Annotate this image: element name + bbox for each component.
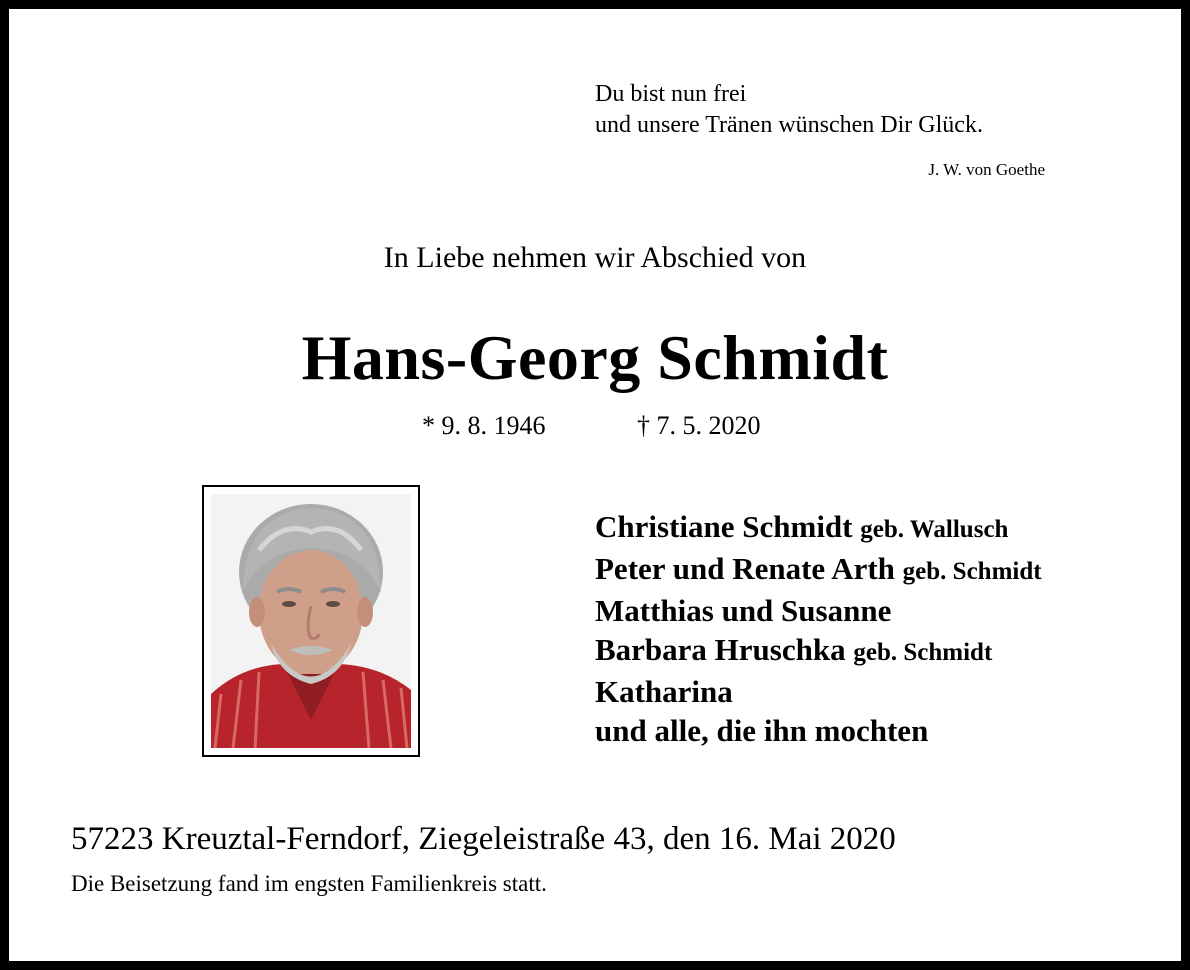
quote-block	[595, 79, 1045, 179]
birth-date: * 9. 8. 1946	[422, 411, 546, 440]
mourner-name-4: Barbara Hruschka	[595, 632, 846, 667]
quote-line-2: und unsere Tränen wünschen Dir Glück.	[595, 112, 983, 138]
mourner-note-1: geb. Wallusch	[860, 516, 1009, 543]
obituary-card	[9, 9, 1181, 961]
place-and-date: 57223 Kreuztal-Ferndorf, Ziegeleistraße 43, den 16. Mai 2020	[71, 821, 896, 857]
death-date: † 7. 5. 2020	[637, 411, 761, 440]
quote-author: J. W. von Goethe	[928, 160, 1045, 179]
intro-text: In Liebe nehmen wir Abschied von	[383, 241, 807, 274]
mourner-line-6	[595, 711, 1042, 750]
mourner-note-2: geb. Schmidt	[902, 558, 1042, 585]
mourner-line-1	[595, 507, 1042, 549]
mourner-line-2	[595, 549, 1042, 591]
mourner-line-3	[595, 591, 1042, 630]
deceased-name: Hans-Georg Schmidt	[301, 322, 889, 393]
mourner-note-4: geb. Schmidt	[853, 639, 993, 666]
burial-note: Die Beisetzung fand im engsten Familienkreis statt.	[71, 871, 547, 896]
mourner-name-5: Katharina	[595, 674, 733, 709]
portrait-photo	[211, 494, 411, 748]
mourners-list	[595, 507, 1042, 750]
mourner-line-5	[595, 672, 1042, 711]
quote-line-1: Du bist nun frei	[595, 81, 747, 107]
mourner-name-1: Christiane Schmidt	[595, 509, 853, 544]
mourner-line-4	[595, 630, 1042, 672]
mourner-name-3: Matthias und Susanne	[595, 593, 892, 628]
mourner-name-6: und alle, die ihn mochten	[595, 713, 929, 748]
mourner-name-2: Peter und Renate Arth	[595, 551, 895, 586]
portrait-frame	[202, 485, 420, 757]
